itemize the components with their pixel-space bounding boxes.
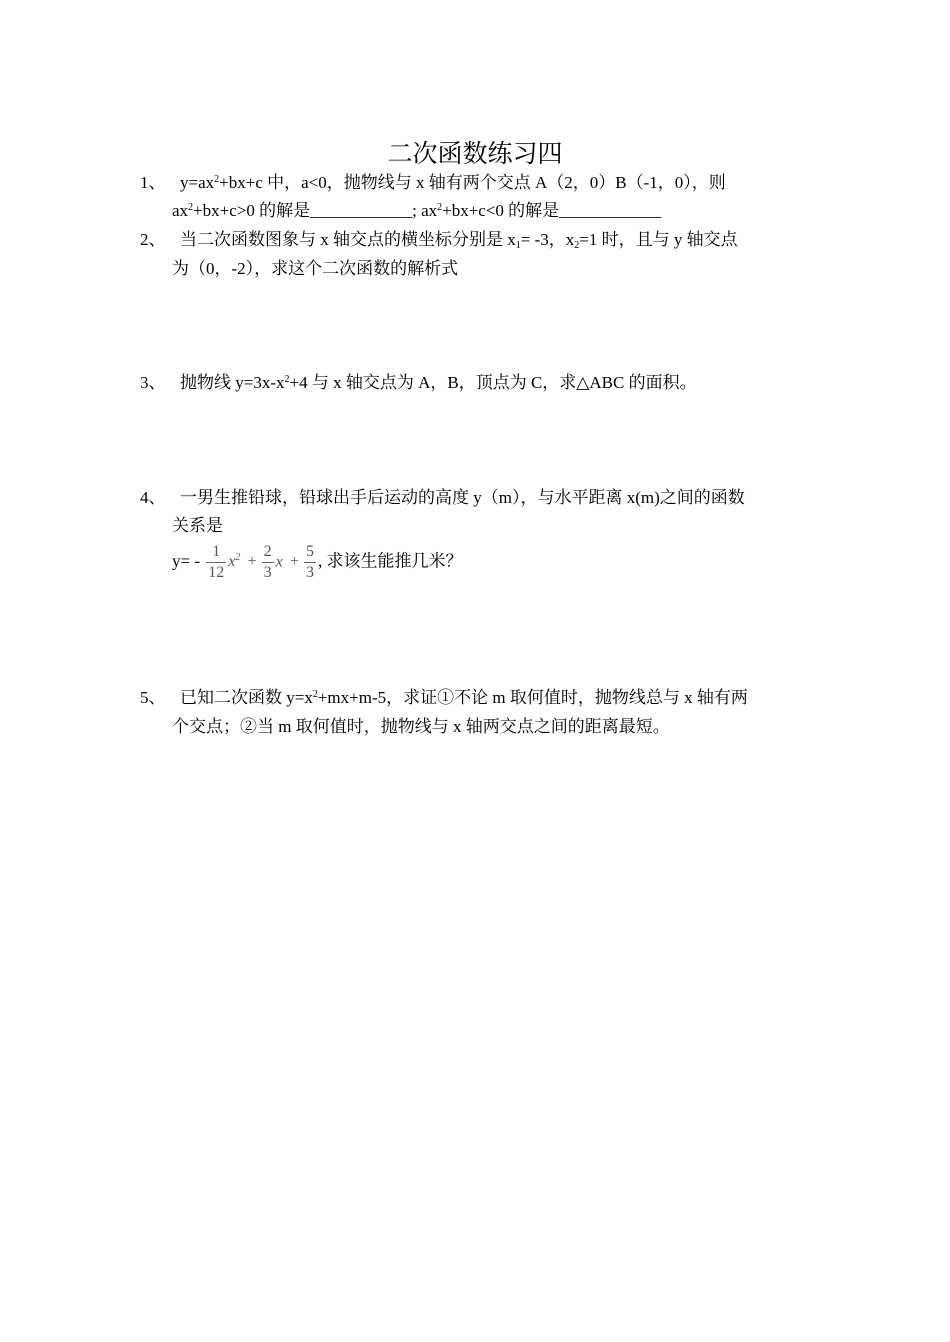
formula-suffix: , 求该生能推几米？ <box>318 551 463 571</box>
q4-line-1: 一男生推铅球，铅球出手后运动的高度 y（m），与水平距离 x(m)之间的函数 <box>180 488 745 507</box>
plus-sign: + <box>290 553 300 571</box>
q4-number: 4、 <box>140 488 166 507</box>
q5-line-1: 已知二次函数 $y=x^2+mx+m-5$，求证①不论 m 取何值时，抛物线总与 x 轴有两 <box>180 688 748 707</box>
page-title: 二次函数练习四 <box>387 139 563 168</box>
q1-line-1: $y=ax^2+bx+c$ 中，a<0，抛物线与 x 轴有两个交点 A（2，0）B（-1，0），则 <box>180 173 726 192</box>
q5-number: 5、 <box>140 688 166 707</box>
q3-line-1: 抛物线 $y=3x-x^2+4$ 与 x 轴交点为 A，B，顶点为 C，求△ABC 的面积。 <box>180 373 697 392</box>
q1-line-2: $ax^2+bx+c>0$ 的解是____________; $ax^2+bx+c<0$ 的解是____________ <box>172 201 662 220</box>
var-x-squared: $x^2$ <box>228 552 241 571</box>
q4-line-2: 关系是 <box>172 516 223 535</box>
plus-sign: + <box>247 553 257 571</box>
q1-number: 1、 <box>140 173 166 192</box>
q3-number: 3、 <box>140 373 166 392</box>
q5-line-2: 个交点；②当 m 取何值时，抛物线与 x 轴两交点之间的距离最短。 <box>172 717 670 736</box>
formula-prefix: y= - <box>172 551 200 571</box>
var-x: x <box>275 553 283 571</box>
fraction-1-12: $\frac{1}{12}$ <box>208 543 225 581</box>
q2-line-1: 当二次函数图象与 x 轴交点的横坐标分别是 $x_1= -3$，$x_2=1$ 时，且与 y 轴交点 <box>180 230 738 251</box>
fraction-2-3: $\frac{2}{3}$ <box>263 543 272 581</box>
q4-formula <box>172 542 463 583</box>
q2-number: 2、 <box>140 230 166 249</box>
fraction-5-3: $\frac{5}{3}$ <box>306 543 315 581</box>
q2-line-2: 为（0，-2），求这个二次函数的解析式 <box>172 259 459 278</box>
